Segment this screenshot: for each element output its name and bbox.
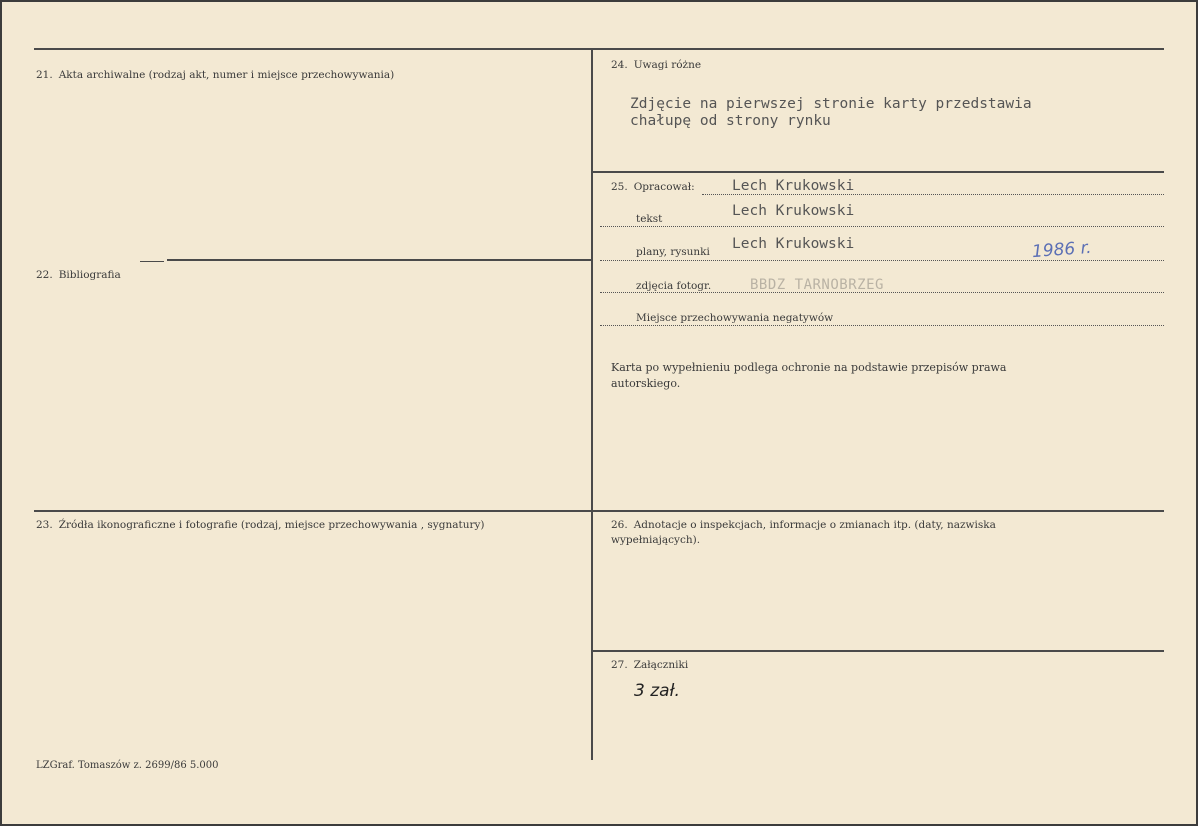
- prepared-by-label: Opracował:: [633, 181, 695, 193]
- section-26-title: Adnotacje o inspekcjach, informacje o zmianach itp. (daty, nazwiska wypełniających).: [611, 519, 996, 546]
- text-author-label: tekst: [636, 213, 663, 225]
- section-23-title: Źródła ikonograficzne i fotografie (rodzaj, miejsce przechowywania , sygnatury): [58, 519, 485, 531]
- text-author-dotted-line: [600, 226, 1164, 227]
- section-21-title: Akta archiwalne (rodzaj akt, numer i miejsce przechowywania): [58, 69, 395, 81]
- section-22-label: [36, 268, 121, 282]
- section-25-number: 25.: [611, 181, 628, 193]
- plans-drawings-label: plany, rysunki: [636, 246, 710, 258]
- plans-drawings-value: Lech Krukowski: [732, 236, 855, 252]
- top-rule: [34, 48, 1164, 50]
- remarks-typed-line-2: chałupę od strony rynku: [630, 113, 831, 129]
- section-25-label: [611, 180, 695, 194]
- section-27-number: 27.: [611, 659, 628, 671]
- center-divider: [591, 48, 593, 760]
- plans-drawings-dotted-line: [600, 260, 1164, 261]
- section-23-label: [36, 518, 485, 532]
- photos-dotted-line: [600, 292, 1164, 293]
- section-22-title: Bibliografia: [58, 269, 121, 281]
- section-26-label: [611, 518, 1011, 548]
- negatives-location-label: Miejsce przechowywania negatywów: [636, 312, 834, 324]
- text-author-value: Lech Krukowski: [732, 203, 855, 219]
- prepared-by-value: Lech Krukowski: [732, 178, 855, 194]
- rule-26-27: [593, 650, 1164, 652]
- attachments-handwritten: 3 zał.: [634, 681, 680, 701]
- photos-label: zdjęcia fotogr.: [636, 280, 712, 292]
- section-26-number: 26.: [611, 519, 628, 531]
- section-22-number: 22.: [36, 269, 53, 281]
- rule-22-23: [34, 510, 591, 512]
- photos-value: BBDZ TARNOBRZEG: [750, 277, 884, 293]
- rule-21-22-fragment: [140, 261, 164, 262]
- section-21-number: 21.: [36, 69, 53, 81]
- rule-24-25: [593, 171, 1164, 173]
- rule-21-22: [167, 259, 591, 261]
- negatives-location-dotted-line: [600, 325, 1164, 326]
- printer-imprint: LZGraf. Tomaszów z. 2699/86 5.000: [36, 760, 219, 771]
- handwritten-year: 1986 r.: [1031, 237, 1093, 263]
- remarks-typed-line-1: Zdjęcie na pierwszej stronie karty przedstawia: [630, 96, 1032, 112]
- rule-25-26: [593, 510, 1164, 512]
- section-21-label: [36, 68, 394, 82]
- section-27-label: [611, 658, 688, 672]
- copyright-note: Karta po wypełnieniu podlega ochronie na podstawie przepisów prawa autorskiego.: [611, 361, 1007, 390]
- section-24-label: [611, 58, 701, 72]
- section-24-number: 24.: [611, 59, 628, 71]
- section-24-title: Uwagi różne: [633, 59, 702, 71]
- prepared-by-dotted-line: [702, 194, 1164, 195]
- section-27-title: Załączniki: [633, 659, 689, 671]
- section-23-number: 23.: [36, 519, 53, 531]
